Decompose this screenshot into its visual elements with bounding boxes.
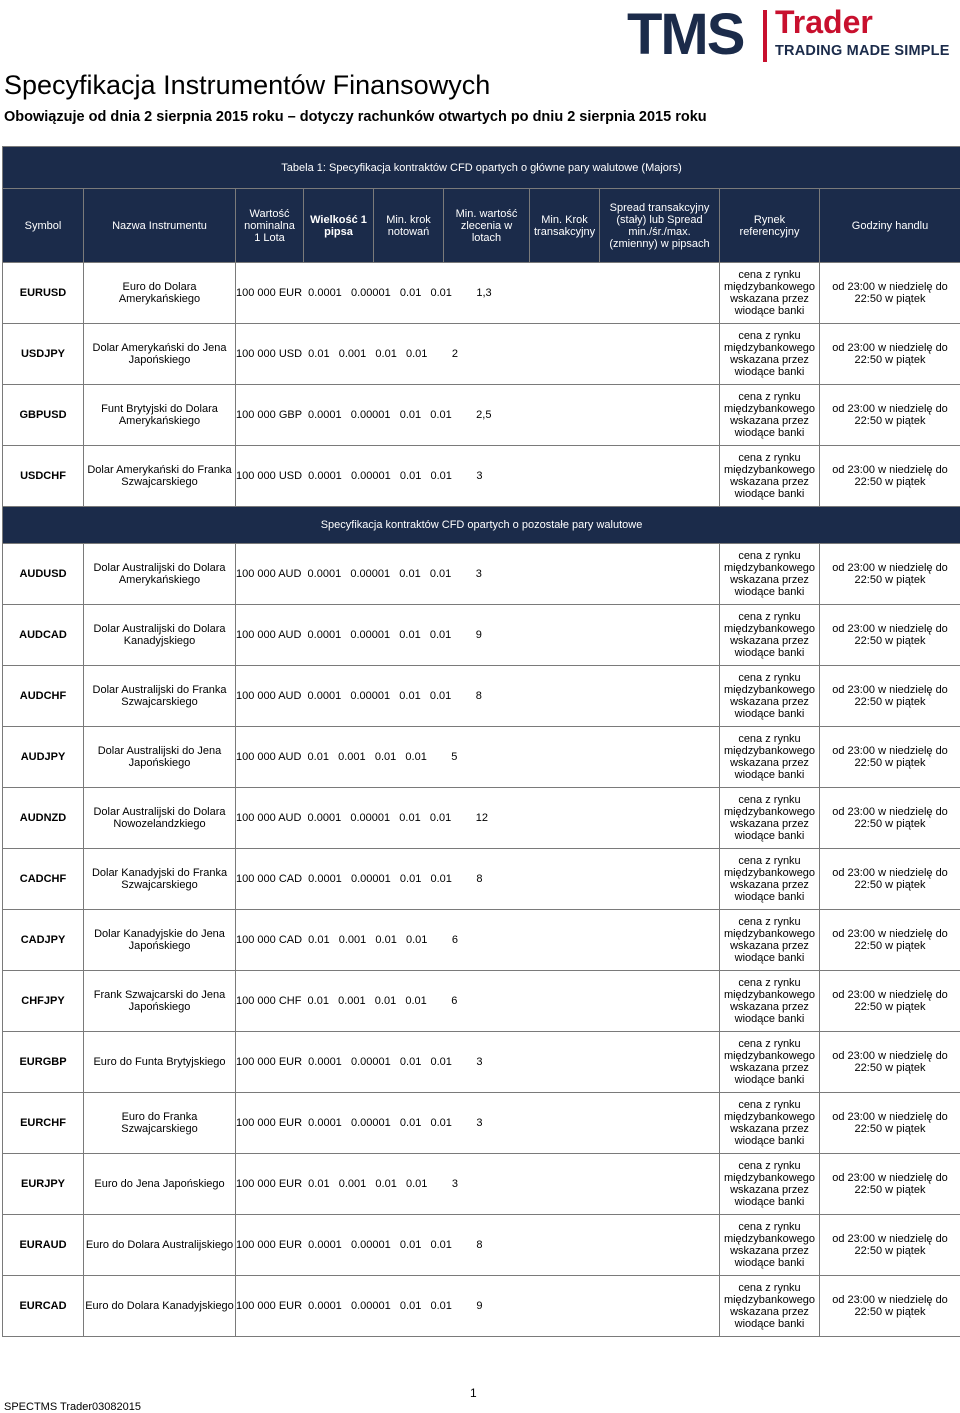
row-symbol: AUDCAD <box>3 605 84 666</box>
section-title: Specyfikacja kontraktów CFD opartych o pozostałe pary walutowe <box>3 507 960 544</box>
row-values: 100 000 USD 0.01 0.001 0.01 0.01 2 <box>236 324 720 385</box>
row-instrument-name: Euro do Franka Szwajcarskiego <box>84 1093 236 1154</box>
row-reference-market: cena z rynku międzybankowego wskazana przez wiodące banki <box>720 324 820 385</box>
row-trading-hours: od 23:00 w niedzielę do 22:50 w piątek <box>820 727 960 788</box>
row-trading-hours: od 23:00 w niedzielę do 22:50 w piątek <box>820 971 960 1032</box>
header-min-value: Min. wartość zlecenia w lotach <box>444 189 530 263</box>
row-symbol: AUDJPY <box>3 727 84 788</box>
row-values: 100 000 AUD 0.01 0.001 0.01 0.01 5 <box>236 727 720 788</box>
row-instrument-name: Dolar Australijski do Dolara Nowozelandzkiego <box>84 788 236 849</box>
logo-tagline: TRADING MADE SIMPLE <box>775 42 950 60</box>
table-row <box>3 263 960 324</box>
row-instrument-name: Euro do Dolara Amerykańskiego <box>84 263 236 324</box>
row-values: 100 000 EUR 0.0001 0.00001 0.01 0.01 3 <box>236 1032 720 1093</box>
table-row <box>3 605 960 666</box>
row-values: 100 000 EUR 0.0001 0.00001 0.01 0.01 8 <box>236 1215 720 1276</box>
row-trading-hours: od 23:00 w niedzielę do 22:50 w piątek <box>820 385 960 446</box>
table-row <box>3 727 960 788</box>
row-symbol: EURUSD <box>3 263 84 324</box>
row-trading-hours: od 23:00 w niedzielę do 22:50 w piątek <box>820 788 960 849</box>
row-instrument-name: Euro do Funta Brytyjskiego <box>84 1032 236 1093</box>
row-instrument-name: Dolar Australijski do Dolara Amerykańskiego <box>84 544 236 605</box>
header-min-step: Min. Krok transakcyjny <box>530 189 600 263</box>
row-trading-hours: od 23:00 w niedzielę do 22:50 w piątek <box>820 666 960 727</box>
row-values: 100 000 CAD 0.01 0.001 0.01 0.01 6 <box>236 910 720 971</box>
row-instrument-name: Euro do Jena Japońskiego <box>84 1154 236 1215</box>
table-row <box>3 1276 960 1337</box>
row-values: 100 000 GBP 0.0001 0.00001 0.01 0.01 2,5 <box>236 385 720 446</box>
row-instrument-name: Euro do Dolara Kanadyjskiego <box>84 1276 236 1337</box>
row-symbol: CHFJPY <box>3 971 84 1032</box>
table-row <box>3 446 960 507</box>
row-values: 100 000 USD 0.0001 0.00001 0.01 0.01 3 <box>236 446 720 507</box>
row-reference-market: cena z rynku międzybankowego wskazana przez wiodące banki <box>720 544 820 605</box>
logo-brand: TMS <box>627 4 743 66</box>
table-row <box>3 1154 960 1215</box>
table-row <box>3 1215 960 1276</box>
table-row <box>3 1093 960 1154</box>
logo-divider <box>763 10 767 62</box>
row-reference-market: cena z rynku międzybankowego wskazana przez wiodące banki <box>720 605 820 666</box>
row-trading-hours: od 23:00 w niedzielę do 22:50 w piątek <box>820 1276 960 1337</box>
row-trading-hours: od 23:00 w niedzielę do 22:50 w piątek <box>820 1154 960 1215</box>
row-instrument-name: Dolar Australijski do Franka Szwajcarskiego <box>84 666 236 727</box>
row-trading-hours: od 23:00 w niedzielę do 22:50 w piątek <box>820 263 960 324</box>
row-values: 100 000 AUD 0.0001 0.00001 0.01 0.01 3 <box>236 544 720 605</box>
row-symbol: USDCHF <box>3 446 84 507</box>
row-reference-market: cena z rynku międzybankowego wskazana przez wiodące banki <box>720 385 820 446</box>
row-trading-hours: od 23:00 w niedzielę do 22:50 w piątek <box>820 849 960 910</box>
row-instrument-name: Dolar Amerykański do Jena Japońskiego <box>84 324 236 385</box>
table-row <box>3 849 960 910</box>
row-reference-market: cena z rynku międzybankowego wskazana przez wiodące banki <box>720 666 820 727</box>
table-row <box>3 971 960 1032</box>
table-row <box>3 544 960 605</box>
row-reference-market: cena z rynku międzybankowego wskazana przez wiodące banki <box>720 1215 820 1276</box>
document-subtitle: Obowiązuje od dnia 2 sierpnia 2015 roku – dotyczy rachunków otwartych po dniu 2 sierpnia 2015 roku <box>4 108 707 126</box>
row-values: 100 000 AUD 0.0001 0.00001 0.01 0.01 12 <box>236 788 720 849</box>
row-symbol: EURJPY <box>3 1154 84 1215</box>
header-min-quote: Min. krok notowań <box>374 189 444 263</box>
row-instrument-name: Funt Brytyjski do Dolara Amerykańskiego <box>84 385 236 446</box>
header-pip: Wielkość 1 pipsa <box>304 189 374 263</box>
row-reference-market: cena z rynku międzybankowego wskazana przez wiodące banki <box>720 788 820 849</box>
row-values: 100 000 EUR 0.0001 0.00001 0.01 0.01 9 <box>236 1276 720 1337</box>
document-title: Specyfikacja Instrumentów Finansowych <box>4 68 490 102</box>
row-symbol: EURCAD <box>3 1276 84 1337</box>
table-row <box>3 788 960 849</box>
section-row <box>3 507 960 544</box>
row-symbol: CADJPY <box>3 910 84 971</box>
row-trading-hours: od 23:00 w niedzielę do 22:50 w piątek <box>820 324 960 385</box>
table-row <box>3 666 960 727</box>
row-reference-market: cena z rynku międzybankowego wskazana przez wiodące banki <box>720 1032 820 1093</box>
row-trading-hours: od 23:00 w niedzielę do 22:50 w piątek <box>820 1032 960 1093</box>
tms-trader-logo <box>627 4 939 66</box>
specification-table <box>2 146 960 1337</box>
row-values: 100 000 CHF 0.01 0.001 0.01 0.01 6 <box>236 971 720 1032</box>
row-reference-market: cena z rynku międzybankowego wskazana przez wiodące banki <box>720 727 820 788</box>
footer-code: SPECTMS Trader03082015 <box>4 1401 141 1413</box>
row-symbol: AUDCHF <box>3 666 84 727</box>
logo-name: Trader <box>775 4 873 40</box>
row-reference-market: cena z rynku międzybankowego wskazana przez wiodące banki <box>720 1093 820 1154</box>
row-values: 100 000 AUD 0.0001 0.00001 0.01 0.01 8 <box>236 666 720 727</box>
header-name: Nazwa Instrumentu <box>84 189 236 263</box>
row-reference-market: cena z rynku międzybankowego wskazana przez wiodące banki <box>720 910 820 971</box>
header-symbol: Symbol <box>3 189 84 263</box>
row-reference-market: cena z rynku międzybankowego wskazana przez wiodące banki <box>720 971 820 1032</box>
row-reference-market: cena z rynku międzybankowego wskazana przez wiodące banki <box>720 1276 820 1337</box>
row-instrument-name: Dolar Kanadyjski do Franka Szwajcarskiego <box>84 849 236 910</box>
row-reference-market: cena z rynku międzybankowego wskazana przez wiodące banki <box>720 1154 820 1215</box>
row-values: 100 000 EUR 0.0001 0.00001 0.01 0.01 1,3 <box>236 263 720 324</box>
row-instrument-name: Dolar Amerykański do Franka Szwajcarskiego <box>84 446 236 507</box>
row-reference-market: cena z rynku międzybankowego wskazana przez wiodące banki <box>720 849 820 910</box>
table-row <box>3 1032 960 1093</box>
table-row <box>3 385 960 446</box>
page-number: 1 <box>470 1386 477 1400</box>
row-values: 100 000 EUR 0.01 0.001 0.01 0.01 3 <box>236 1154 720 1215</box>
row-values: 100 000 EUR 0.0001 0.00001 0.01 0.01 3 <box>236 1093 720 1154</box>
header-hours: Godziny handlu <box>820 189 960 263</box>
row-symbol: AUDNZD <box>3 788 84 849</box>
header-spread: Spread transakcyjny (stały) lub Spread min./śr./max. (zmienny) w pipsach <box>600 189 720 263</box>
header-market: Rynek referencyjny <box>720 189 820 263</box>
row-trading-hours: od 23:00 w niedzielę do 22:50 w piątek <box>820 1215 960 1276</box>
row-values: 100 000 CAD 0.0001 0.00001 0.01 0.01 8 <box>236 849 720 910</box>
row-trading-hours: od 23:00 w niedzielę do 22:50 w piątek <box>820 544 960 605</box>
row-instrument-name: Dolar Australijski do Jena Japońskiego <box>84 727 236 788</box>
row-trading-hours: od 23:00 w niedzielę do 22:50 w piątek <box>820 910 960 971</box>
row-reference-market: cena z rynku międzybankowego wskazana przez wiodące banki <box>720 446 820 507</box>
row-trading-hours: od 23:00 w niedzielę do 22:50 w piątek <box>820 1093 960 1154</box>
row-symbol: USDJPY <box>3 324 84 385</box>
header-row <box>3 189 960 263</box>
row-instrument-name: Frank Szwajcarski do Jena Japońskiego <box>84 971 236 1032</box>
row-instrument-name: Dolar Australijski do Dolara Kanadyjskiego <box>84 605 236 666</box>
row-instrument-name: Dolar Kanadyjskie do Jena Japońskiego <box>84 910 236 971</box>
row-symbol: EURCHF <box>3 1093 84 1154</box>
table-row <box>3 324 960 385</box>
table-caption: Tabela 1: Specyfikacja kontraktów CFD opartych o główne pary walutowe (Majors) <box>3 147 960 189</box>
row-symbol: CADCHF <box>3 849 84 910</box>
row-symbol: GBPUSD <box>3 385 84 446</box>
row-symbol: AUDUSD <box>3 544 84 605</box>
table-row <box>3 910 960 971</box>
row-instrument-name: Euro do Dolara Australijskiego <box>84 1215 236 1276</box>
row-trading-hours: od 23:00 w niedzielę do 22:50 w piątek <box>820 605 960 666</box>
header-nominal: Wartość nominalna 1 Lota <box>236 189 304 263</box>
row-reference-market: cena z rynku międzybankowego wskazana przez wiodące banki <box>720 263 820 324</box>
table-caption-row <box>3 147 960 189</box>
row-symbol: EURAUD <box>3 1215 84 1276</box>
row-symbol: EURGBP <box>3 1032 84 1093</box>
row-trading-hours: od 23:00 w niedzielę do 22:50 w piątek <box>820 446 960 507</box>
row-values: 100 000 AUD 0.0001 0.00001 0.01 0.01 9 <box>236 605 720 666</box>
